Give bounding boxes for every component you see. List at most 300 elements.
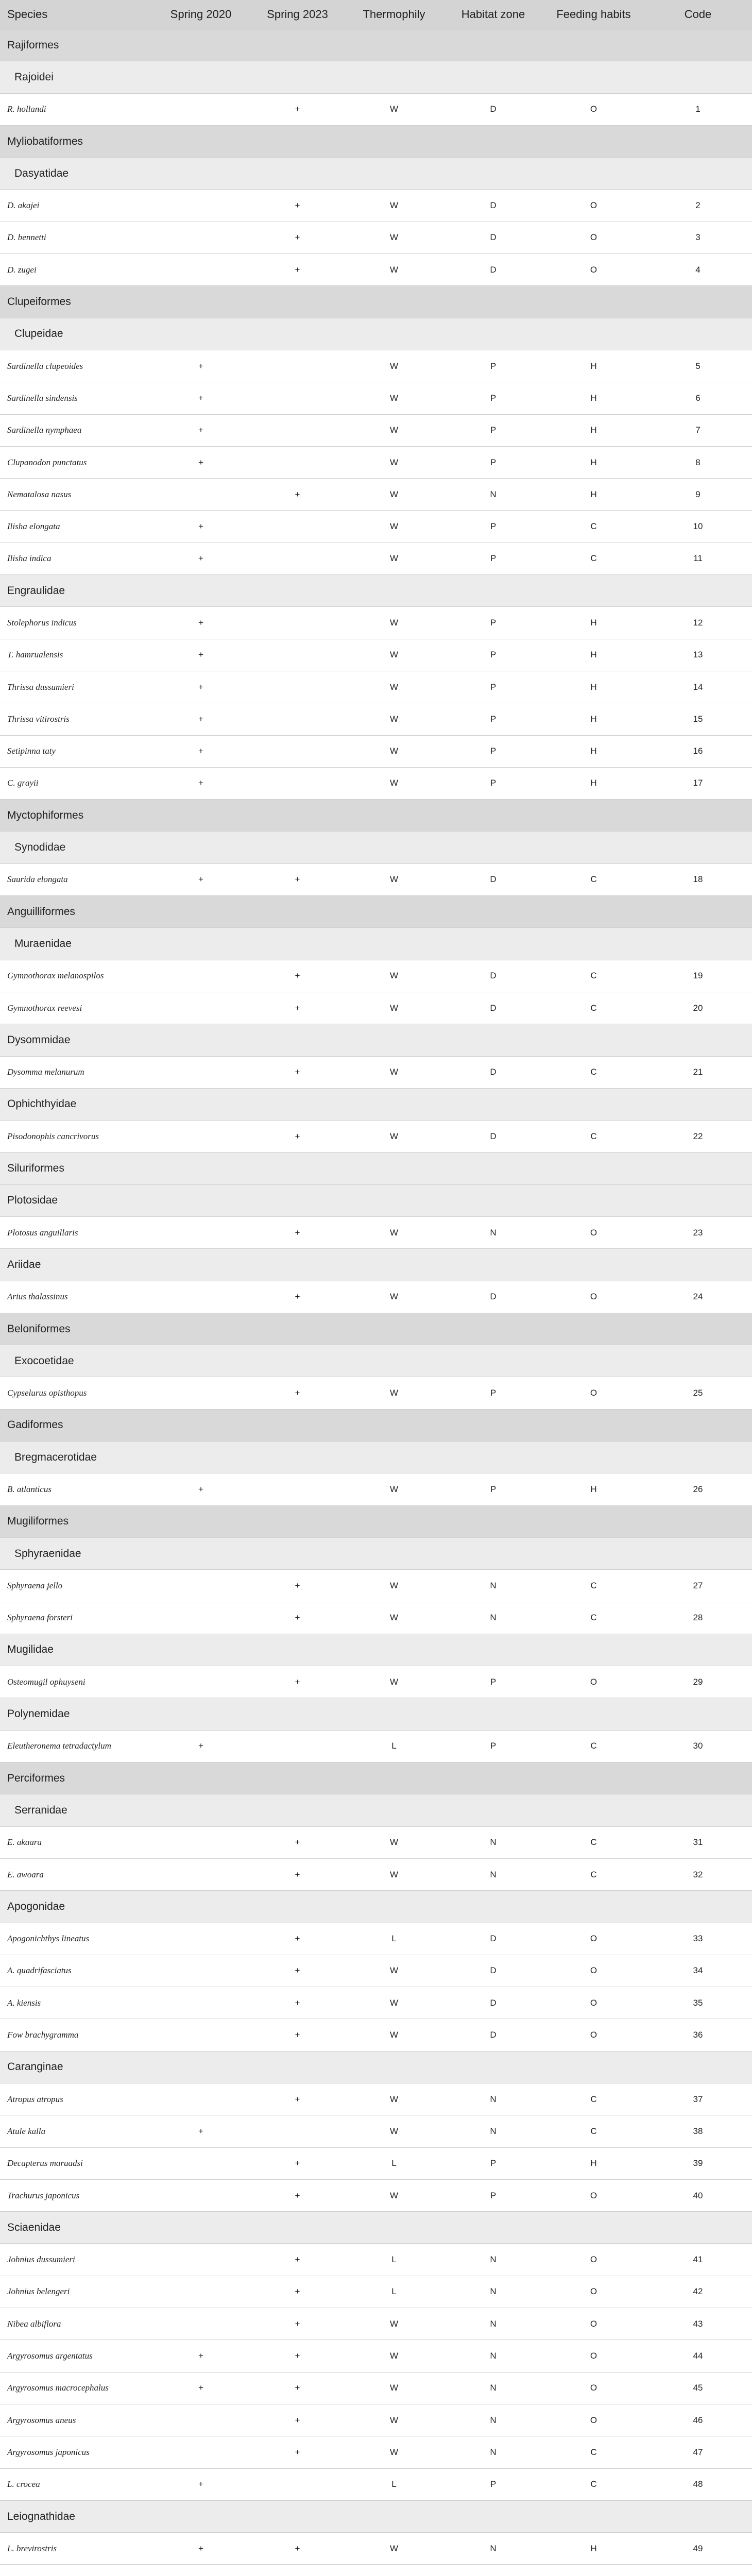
species-name-cell: Saurida elongata <box>0 863 152 895</box>
spring-2023-cell: + <box>250 2179 345 2211</box>
thermophily-cell: W <box>345 382 443 414</box>
spring-2020-cell: + <box>152 639 250 671</box>
thermophily-cell: W <box>345 671 443 703</box>
table-row <box>0 2404 752 2436</box>
table-row <box>0 222 752 253</box>
family-row <box>0 1698 752 1730</box>
thermophily-cell: W <box>345 1955 443 1987</box>
table-row <box>0 2468 752 2500</box>
table-row <box>0 2565 752 2576</box>
col-header-thermophily: Thermophily <box>345 0 443 29</box>
thermophily-cell: W <box>345 767 443 799</box>
feeding-habits-cell: C <box>543 992 644 1024</box>
family-label: Dasyatidae <box>0 158 752 190</box>
feeding-habits-cell: O <box>543 2179 644 2211</box>
code-cell: 46 <box>644 2404 752 2436</box>
feeding-habits-cell: C <box>543 2115 644 2147</box>
habitat-zone-cell: N <box>443 2276 543 2308</box>
table-row <box>0 2372 752 2404</box>
code-cell: 45 <box>644 2372 752 2404</box>
thermophily-cell: W <box>345 1858 443 1890</box>
spring-2020-cell <box>152 1666 250 1698</box>
feeding-habits-cell: H <box>543 479 644 511</box>
family-label: Rajoidei <box>0 61 752 93</box>
spring-2020-cell <box>152 2404 250 2436</box>
spring-2020-cell <box>152 222 250 253</box>
code-cell: 31 <box>644 1826 752 1858</box>
spring-2023-cell <box>250 607 345 639</box>
code-cell: 15 <box>644 703 752 735</box>
table-row <box>0 1377 752 1409</box>
spring-2020-cell <box>152 1056 250 1088</box>
feeding-habits-cell: O <box>543 222 644 253</box>
thermophily-cell: W <box>345 350 443 382</box>
table-row <box>0 703 752 735</box>
habitat-zone-cell: D <box>443 222 543 253</box>
habitat-zone-cell: P <box>443 1730 543 1762</box>
table-row <box>0 1216 752 1248</box>
table-row <box>0 2115 752 2147</box>
thermophily-cell: L <box>345 2147 443 2179</box>
code-cell: 30 <box>644 1730 752 1762</box>
habitat-zone-cell: N <box>443 2308 543 2340</box>
code-cell: 43 <box>644 2308 752 2340</box>
table-row <box>0 1666 752 1698</box>
table-row <box>0 2340 752 2372</box>
order-label: Anguilliformes <box>0 896 752 928</box>
spring-2020-cell: + <box>152 414 250 446</box>
species-name-cell: A. kiensis <box>0 1987 152 2019</box>
table-row <box>0 446 752 478</box>
spring-2020-cell <box>152 1987 250 2019</box>
thermophily-cell: W <box>345 1666 443 1698</box>
code-cell: 41 <box>644 2244 752 2276</box>
species-name-cell: Apogonichthys lineatus <box>0 1923 152 1955</box>
spring-2023-cell: + <box>250 1987 345 2019</box>
spring-2020-cell: + <box>152 2468 250 2500</box>
code-cell: 10 <box>644 511 752 543</box>
feeding-habits-cell: C <box>543 543 644 574</box>
code-cell: 21 <box>644 1056 752 1088</box>
thermophily-cell: W <box>345 1281 443 1313</box>
family-row <box>0 1537 752 1569</box>
order-row <box>0 125 752 157</box>
thermophily-cell: W <box>345 511 443 543</box>
habitat-zone-cell: N <box>443 2404 543 2436</box>
species-name-cell: Sardinella clupeoides <box>0 350 152 382</box>
spring-2020-cell <box>152 960 250 992</box>
code-cell: 12 <box>644 607 752 639</box>
thermophily-cell <box>345 2565 443 2576</box>
spring-2020-cell <box>152 1570 250 1602</box>
feeding-habits-cell: H <box>543 2147 644 2179</box>
table-body <box>0 29 752 2576</box>
spring-2023-cell <box>250 511 345 543</box>
family-row <box>0 1153 752 1184</box>
feeding-habits-cell: C <box>543 960 644 992</box>
feeding-habits-cell: H <box>543 2533 644 2565</box>
family-row <box>0 575 752 607</box>
code-cell: 26 <box>644 1473 752 1505</box>
habitat-zone-cell: P <box>443 2147 543 2179</box>
table-row <box>0 2019 752 2051</box>
species-name-cell: Ilisha indica <box>0 543 152 574</box>
family-row <box>0 1345 752 1377</box>
feeding-habits-cell: C <box>543 863 644 895</box>
code-cell <box>644 2565 752 2576</box>
order-label: Myliobatiformes <box>0 125 752 157</box>
family-row <box>0 1249 752 1281</box>
family-row <box>0 832 752 863</box>
code-cell: 29 <box>644 1666 752 1698</box>
table-row <box>0 2308 752 2340</box>
spring-2020-cell <box>152 1377 250 1409</box>
thermophily-cell: W <box>345 1216 443 1248</box>
thermophily-cell: W <box>345 703 443 735</box>
table-row <box>0 1602 752 1634</box>
col-header-code: Code <box>644 0 752 29</box>
thermophily-cell: W <box>345 1602 443 1634</box>
spring-2023-cell <box>250 350 345 382</box>
spring-2020-cell: + <box>152 767 250 799</box>
habitat-zone-cell: N <box>443 2436 543 2468</box>
code-cell: 1 <box>644 93 752 125</box>
thermophily-cell: W <box>345 1987 443 2019</box>
feeding-habits-cell: C <box>543 2083 644 2115</box>
family-label: Ophichthyidae <box>0 1088 752 1120</box>
habitat-zone-cell: D <box>443 1281 543 1313</box>
code-cell: 49 <box>644 2533 752 2565</box>
spring-2020-cell <box>152 479 250 511</box>
thermophily-cell: W <box>345 2115 443 2147</box>
habitat-zone-cell: P <box>443 446 543 478</box>
table-row <box>0 1473 752 1505</box>
thermophily-cell: W <box>345 960 443 992</box>
species-name-cell: Ilisha elongata <box>0 511 152 543</box>
family-row <box>0 158 752 190</box>
spring-2020-cell: + <box>152 863 250 895</box>
spring-2020-cell <box>152 1955 250 1987</box>
species-name-cell: Osteomugil ophuyseni <box>0 1666 152 1698</box>
species-name-cell: Argyrosomus argentatus <box>0 2340 152 2372</box>
thermophily-cell: L <box>345 2468 443 2500</box>
code-cell: 24 <box>644 1281 752 1313</box>
family-label: Muraenidae <box>0 928 752 960</box>
thermophily-cell: W <box>345 446 443 478</box>
habitat-zone-cell: D <box>443 1923 543 1955</box>
spring-2020-cell <box>152 93 250 125</box>
code-cell: 18 <box>644 863 752 895</box>
code-cell: 11 <box>644 543 752 574</box>
feeding-habits-cell: C <box>543 1826 644 1858</box>
order-row <box>0 800 752 832</box>
table-row <box>0 960 752 992</box>
spring-2023-cell <box>250 671 345 703</box>
feeding-habits-cell: C <box>543 2436 644 2468</box>
spring-2023-cell <box>250 735 345 767</box>
thermophily-cell: W <box>345 1826 443 1858</box>
family-label: Sphyraenidae <box>0 1537 752 1569</box>
species-name-cell: Decapterus maruadsi <box>0 2147 152 2179</box>
order-label: Perciformes <box>0 1762 752 1794</box>
spring-2023-cell <box>250 2115 345 2147</box>
feeding-habits-cell: O <box>543 2340 644 2372</box>
family-label: Polynemidae <box>0 1698 752 1730</box>
col-header-spring-2020: Spring 2020 <box>152 0 250 29</box>
feeding-habits-cell: O <box>543 2308 644 2340</box>
habitat-zone-cell: N <box>443 1602 543 1634</box>
feeding-habits-cell: O <box>543 1377 644 1409</box>
spring-2023-cell <box>250 1730 345 1762</box>
habitat-zone-cell: P <box>443 382 543 414</box>
spring-2020-cell <box>152 2308 250 2340</box>
code-cell: 34 <box>644 1955 752 1987</box>
species-name-cell: Clupanodon punctatus <box>0 446 152 478</box>
spring-2023-cell: + <box>250 222 345 253</box>
feeding-habits-cell: H <box>543 703 644 735</box>
spring-2023-cell: + <box>250 2308 345 2340</box>
thermophily-cell: W <box>345 543 443 574</box>
species-name-cell: Thrissa dussumieri <box>0 671 152 703</box>
spring-2020-cell: + <box>152 735 250 767</box>
table-row <box>0 2533 752 2565</box>
table-row <box>0 382 752 414</box>
species-name-cell: Argyrosomus aneus <box>0 2404 152 2436</box>
spring-2023-cell: + <box>250 2147 345 2179</box>
species-name-cell: Nibea albiflora <box>0 2308 152 2340</box>
feeding-habits-cell: H <box>543 446 644 478</box>
thermophily-cell: W <box>345 639 443 671</box>
feeding-habits-cell: H <box>543 607 644 639</box>
spring-2020-cell: + <box>152 543 250 574</box>
spring-2023-cell: + <box>250 190 345 222</box>
spring-2020-cell: + <box>152 1730 250 1762</box>
species-name-cell: B. atlanticus <box>0 1473 152 1505</box>
code-cell: 16 <box>644 735 752 767</box>
thermophily-cell: L <box>345 2276 443 2308</box>
order-row <box>0 896 752 928</box>
feeding-habits-cell: O <box>543 1216 644 1248</box>
habitat-zone-cell: P <box>443 1666 543 1698</box>
code-cell: 40 <box>644 2179 752 2211</box>
family-row <box>0 2051 752 2083</box>
habitat-zone-cell: N <box>443 2115 543 2147</box>
feeding-habits-cell <box>543 2565 644 2576</box>
species-name-cell: Sphyraena jello <box>0 1570 152 1602</box>
order-row <box>0 1762 752 1794</box>
species-name-cell: Nematalosa nasus <box>0 479 152 511</box>
spring-2023-cell <box>250 414 345 446</box>
feeding-habits-cell: H <box>543 639 644 671</box>
spring-2023-cell: + <box>250 1858 345 1890</box>
species-name-cell: L. crocea <box>0 2468 152 2500</box>
code-cell: 39 <box>644 2147 752 2179</box>
feeding-habits-cell: C <box>543 1570 644 1602</box>
order-row <box>0 1409 752 1441</box>
spring-2023-cell: + <box>250 2083 345 2115</box>
spring-2020-cell <box>152 2147 250 2179</box>
spring-2023-cell: + <box>250 1121 345 1153</box>
species-name-cell: Gymnothorax melanospilos <box>0 960 152 992</box>
family-row <box>0 1891 752 1923</box>
feeding-habits-cell: O <box>543 1987 644 2019</box>
family-label: Clupeidae <box>0 318 752 350</box>
table-row <box>0 254 752 286</box>
habitat-zone-cell: N <box>443 1858 543 1890</box>
species-name-cell: Johnius dussumieri <box>0 2244 152 2276</box>
spring-2023-cell: + <box>250 2276 345 2308</box>
code-cell: 6 <box>644 382 752 414</box>
spring-2023-cell: + <box>250 2340 345 2372</box>
habitat-zone-cell: P <box>443 639 543 671</box>
species-name-cell: Arius thalassinus <box>0 1281 152 1313</box>
species-name-cell <box>0 2565 152 2576</box>
feeding-habits-cell: O <box>543 2019 644 2051</box>
spring-2023-cell: + <box>250 1216 345 1248</box>
spring-2020-cell <box>152 2019 250 2051</box>
family-row <box>0 61 752 93</box>
spring-2023-cell: + <box>250 863 345 895</box>
table-row <box>0 511 752 543</box>
species-name-cell: D. akajei <box>0 190 152 222</box>
spring-2023-cell: + <box>250 992 345 1024</box>
thermophily-cell: W <box>345 1056 443 1088</box>
feeding-habits-cell: O <box>543 1666 644 1698</box>
order-row <box>0 286 752 318</box>
spring-2023-cell <box>250 639 345 671</box>
spring-2020-cell <box>152 1121 250 1153</box>
habitat-zone-cell <box>443 2565 543 2576</box>
order-label: Clupeiformes <box>0 286 752 318</box>
table-row <box>0 992 752 1024</box>
table-row <box>0 1056 752 1088</box>
family-label: Engraulidae <box>0 575 752 607</box>
feeding-habits-cell: O <box>543 1281 644 1313</box>
family-row <box>0 2500 752 2532</box>
spring-2020-cell: + <box>152 446 250 478</box>
table-row <box>0 671 752 703</box>
feeding-habits-cell: H <box>543 735 644 767</box>
feeding-habits-cell: H <box>543 350 644 382</box>
thermophily-cell: W <box>345 1570 443 1602</box>
habitat-zone-cell: D <box>443 254 543 286</box>
spring-2020-cell: + <box>152 2372 250 2404</box>
family-label: Synodidae <box>0 832 752 863</box>
family-label: Dysommidae <box>0 1024 752 1056</box>
table-row <box>0 1121 752 1153</box>
table-row <box>0 1570 752 1602</box>
species-name-cell: Sardinella nymphaea <box>0 414 152 446</box>
family-label: Plotosidae <box>0 1184 752 1216</box>
spring-2020-cell: + <box>152 703 250 735</box>
species-name-cell: Johnius belengeri <box>0 2276 152 2308</box>
feeding-habits-cell: H <box>543 767 644 799</box>
species-name-cell: Sphyraena forsteri <box>0 1602 152 1634</box>
feeding-habits-cell: C <box>543 511 644 543</box>
feeding-habits-cell: O <box>543 93 644 125</box>
spring-2023-cell <box>250 2468 345 2500</box>
spring-2023-cell: + <box>250 2533 345 2565</box>
habitat-zone-cell: N <box>443 2083 543 2115</box>
species-name-cell: A. quadrifasciatus <box>0 1955 152 1987</box>
code-cell: 36 <box>644 2019 752 2051</box>
habitat-zone-cell: D <box>443 190 543 222</box>
spring-2023-cell: + <box>250 2019 345 2051</box>
species-name-cell: D. zugei <box>0 254 152 286</box>
table-row <box>0 93 752 125</box>
spring-2020-cell <box>152 2436 250 2468</box>
feeding-habits-cell: O <box>543 2372 644 2404</box>
table-row <box>0 1955 752 1987</box>
species-name-cell: Gymnothorax reevesi <box>0 992 152 1024</box>
table-row <box>0 735 752 767</box>
feeding-habits-cell: H <box>543 382 644 414</box>
thermophily-cell: W <box>345 93 443 125</box>
habitat-zone-cell: P <box>443 2179 543 2211</box>
spring-2020-cell <box>152 1216 250 1248</box>
spring-2020-cell <box>152 190 250 222</box>
family-label: Exocoetidae <box>0 1345 752 1377</box>
habitat-zone-cell: N <box>443 2372 543 2404</box>
order-label: Gadiformes <box>0 1409 752 1441</box>
code-cell: 19 <box>644 960 752 992</box>
feeding-habits-cell: O <box>543 2404 644 2436</box>
species-name-cell: Cypselurus opisthopus <box>0 1377 152 1409</box>
thermophily-cell: W <box>345 2019 443 2051</box>
spring-2023-cell: + <box>250 479 345 511</box>
code-cell: 5 <box>644 350 752 382</box>
feeding-habits-cell: O <box>543 190 644 222</box>
code-cell: 33 <box>644 1923 752 1955</box>
feeding-habits-cell: C <box>543 1121 644 1153</box>
habitat-zone-cell: D <box>443 960 543 992</box>
thermophily-cell: W <box>345 2533 443 2565</box>
species-name-cell: Fow brachygramma <box>0 2019 152 2051</box>
spring-2023-cell: + <box>250 1666 345 1698</box>
thermophily-cell: L <box>345 2244 443 2276</box>
spring-2020-cell: + <box>152 607 250 639</box>
habitat-zone-cell: P <box>443 671 543 703</box>
order-label: Rajiformes <box>0 29 752 61</box>
table-row <box>0 190 752 222</box>
spring-2020-cell <box>152 2083 250 2115</box>
spring-2020-cell <box>152 1923 250 1955</box>
family-row <box>0 318 752 350</box>
code-cell: 47 <box>644 2436 752 2468</box>
table-row <box>0 2244 752 2276</box>
feeding-habits-cell: C <box>543 1056 644 1088</box>
code-cell: 9 <box>644 479 752 511</box>
spring-2023-cell: + <box>250 1826 345 1858</box>
species-name-cell: E. akaara <box>0 1826 152 1858</box>
code-cell: 44 <box>644 2340 752 2372</box>
habitat-zone-cell: P <box>443 543 543 574</box>
col-header-species: Species <box>0 0 152 29</box>
code-cell: 17 <box>644 767 752 799</box>
family-row <box>0 928 752 960</box>
habitat-zone-cell: D <box>443 863 543 895</box>
thermophily-cell: W <box>345 607 443 639</box>
spring-2020-cell: + <box>152 350 250 382</box>
spring-2023-cell <box>250 382 345 414</box>
table-row <box>0 1826 752 1858</box>
spring-2023-cell: + <box>250 1955 345 1987</box>
family-row <box>0 1634 752 1666</box>
habitat-zone-cell: D <box>443 2019 543 2051</box>
feeding-habits-cell: O <box>543 2276 644 2308</box>
table-row <box>0 607 752 639</box>
family-row <box>0 2212 752 2244</box>
